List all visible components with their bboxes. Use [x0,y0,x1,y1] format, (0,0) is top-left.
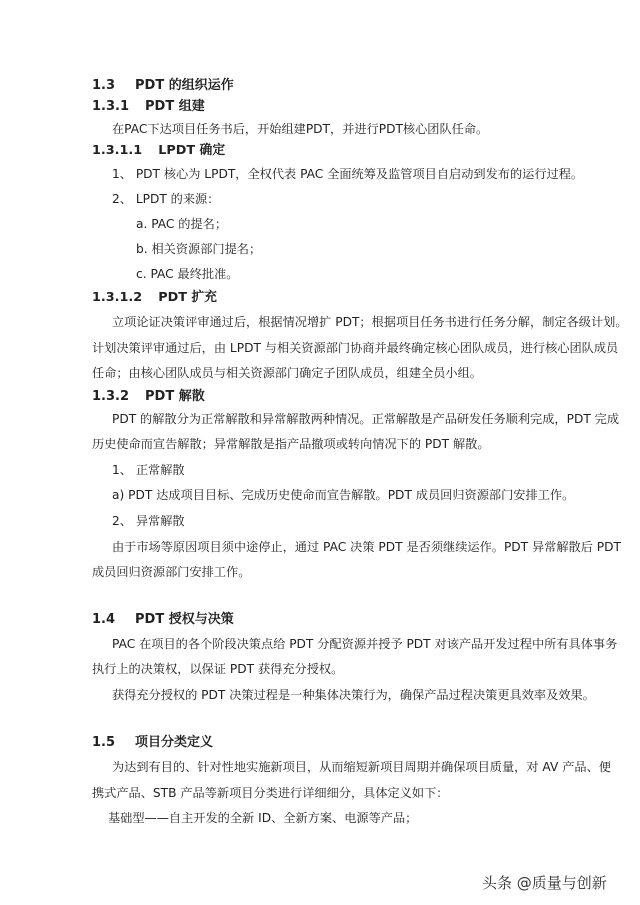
heading-1-3-1-1: 1.3.1.1 LPDT 确定 [92,143,226,158]
heading-1-5: 1.5 项目分类定义 [92,735,214,750]
watermark: 头条 @质量与创新 [482,874,607,892]
heading-1-3-1-2: 1.3.1.2 PDT 扩充 [92,290,217,305]
list-item: 2、 异常解散 [112,514,185,528]
paragraph: PDT 的解散分为正常解散和异常解散两种情况。正常解散是产品研发任务顺利完成，PDT 完成 [112,412,620,426]
paragraph: 历史使命而宣告解散；异常解散是指产品撤项或转向情况下的 PDT 解散。 [92,437,490,451]
list-item: a) PDT 达成项目目标、完成历史使命而宣告解散。PDT 成员回归资源部门安排工作。 [112,488,575,502]
paragraph: 计划决策评审通过后，由 LPDT 与相关资源部门协商并最终确定核心团队成员，进行核心团队成员 [92,341,619,355]
paragraph: 立项论证决策评审通过后，根据情况增扩 PDT；根据项目任务书进行任务分解，制定各级计划。 [112,315,628,329]
paragraph: 执行上的决策权，以保证 PDT 获得充分授权。 [92,662,344,676]
heading-1-4: 1.4 PDT 授权与决策 [92,612,234,627]
paragraph: 成员回归资源部门安排工作。 [92,565,251,579]
sub-list-item: c. PAC 最终批准。 [136,267,239,281]
paragraph: 携式产品、STB 产品等新项目分类进行详细细分，具体定义如下： [92,786,449,800]
paragraph: 任命；由核心团队成员与相关资源部门确定子团队成员，组建全员小组。 [92,366,482,380]
sub-list-item: a. PAC 的提名； [136,217,228,231]
paragraph: 获得充分授权的 PDT 决策过程是一种集体决策行为，确保产品过程决策更具效率及效果。 [112,688,595,702]
paragraph: PAC 在项目的各个阶段决策点给 PDT 分配资源并授予 PDT 对该产品开发过程中所有具体事务 [112,637,618,651]
paragraph: 基础型——自主开发的全新 ID、全新方案、电源等产品； [108,811,418,825]
paragraph: 由于市场等原因项目须中途停止，通过 PAC 决策 PDT 是否须继续运作。PDT 异常解散后 PDT [112,540,621,554]
heading-1-3-2: 1.3.2 PDT 解散 [92,389,205,404]
sub-list-item: b. 相关资源部门提名； [136,242,262,256]
list-item: 1、 正常解散 [112,463,185,477]
heading-1-3-1: 1.3.1 PDT 组建 [92,99,205,114]
list-item: 2、 LPDT 的来源： [112,192,220,206]
heading-1-3: 1.3 PDT 的组织运作 [92,78,234,93]
paragraph: 在PAC下达项目任务书后，开始组建PDT，并进行PDT核心团队任命。 [112,122,489,136]
list-item: 1、 PDT 核心为 LPDT，全权代表 PAC 全面统筹及监管项目自启动到发布的运行过程。 [112,167,584,181]
paragraph: 为达到有目的、针对性地实施新项目，从而缩短新项目周期并确保项目质量，对 AV 产品、便 [112,760,611,774]
